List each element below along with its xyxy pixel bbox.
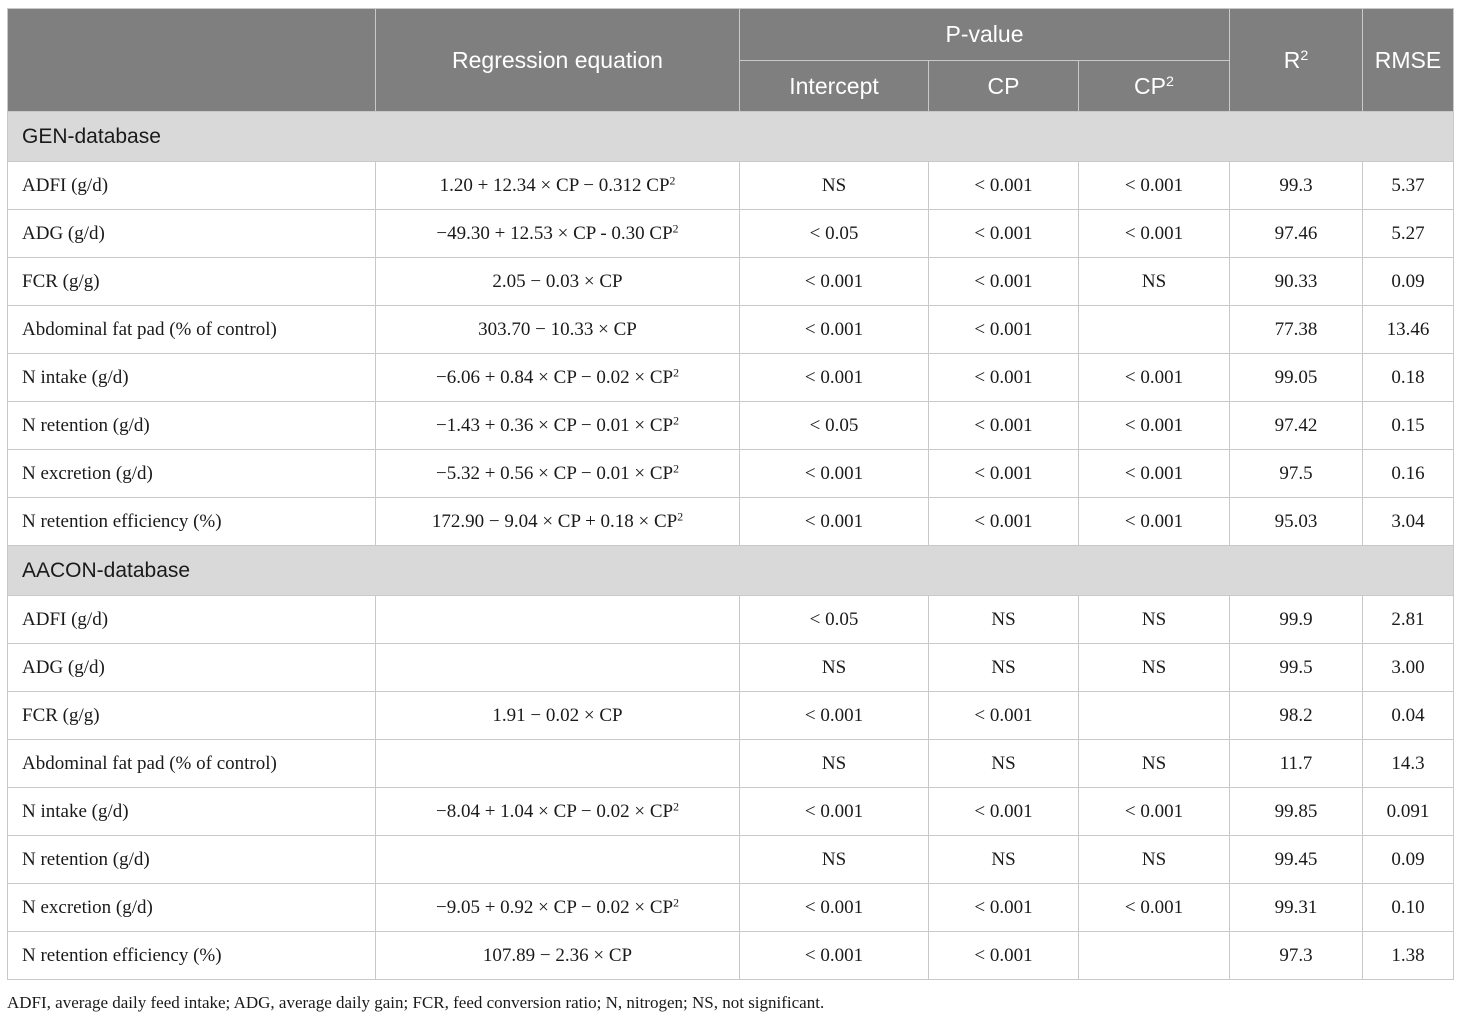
row-equation <box>376 450 740 498</box>
row-intercept: < 0.001 <box>740 788 929 836</box>
table-row <box>8 450 1454 498</box>
row-r2: 99.3 <box>1230 162 1363 210</box>
row-rmse: 0.15 <box>1363 402 1454 450</box>
table-row <box>8 596 1454 644</box>
table-row <box>8 692 1454 740</box>
row-intercept: < 0.05 <box>740 402 929 450</box>
row-cp: < 0.001 <box>929 692 1079 740</box>
equation-sup: 2 <box>677 510 684 524</box>
row-cp2 <box>1079 932 1230 980</box>
row-cp: NS <box>929 740 1079 788</box>
row-cp: < 0.001 <box>929 210 1079 258</box>
row-cp2: NS <box>1079 258 1230 306</box>
header-cp2 <box>1079 61 1230 112</box>
row-cp: NS <box>929 836 1079 884</box>
row-label: N excretion (g/d) <box>8 450 376 498</box>
table-header <box>8 9 1454 112</box>
row-intercept: < 0.001 <box>740 450 929 498</box>
row-cp2 <box>1079 306 1230 354</box>
table-row <box>8 258 1454 306</box>
row-r2: 97.42 <box>1230 402 1363 450</box>
row-r2: 99.85 <box>1230 788 1363 836</box>
row-cp: < 0.001 <box>929 932 1079 980</box>
header-cp2-sup: 2 <box>1166 73 1174 90</box>
table-row <box>8 644 1454 692</box>
row-equation <box>376 402 740 450</box>
row-intercept: < 0.001 <box>740 932 929 980</box>
table-row <box>8 306 1454 354</box>
row-cp: NS <box>929 644 1079 692</box>
row-cp2: < 0.001 <box>1079 884 1230 932</box>
header-cp2-base: CP <box>1134 72 1166 99</box>
row-rmse: 1.38 <box>1363 932 1454 980</box>
row-label: ADFI (g/d) <box>8 162 376 210</box>
row-equation <box>376 596 740 644</box>
row-rmse: 0.091 <box>1363 788 1454 836</box>
row-cp2: < 0.001 <box>1079 354 1230 402</box>
header-blank <box>8 9 376 112</box>
row-label: Abdominal fat pad (% of control) <box>8 306 376 354</box>
row-r2: 97.5 <box>1230 450 1363 498</box>
row-cp2: NS <box>1079 836 1230 884</box>
row-cp2: NS <box>1079 644 1230 692</box>
equation-sup: 2 <box>673 896 679 910</box>
row-rmse: 5.37 <box>1363 162 1454 210</box>
row-label: N retention (g/d) <box>8 402 376 450</box>
section-title: AACON-database <box>8 546 1454 596</box>
equation-text: −5.32 + 0.56 × CP − 0.01 × CP <box>436 462 674 484</box>
row-label: N retention efficiency (%) <box>8 498 376 546</box>
table-row <box>8 498 1454 546</box>
row-r2: 11.7 <box>1230 740 1363 788</box>
row-equation <box>376 644 740 692</box>
row-r2: 98.2 <box>1230 692 1363 740</box>
table-row <box>8 788 1454 836</box>
row-cp: < 0.001 <box>929 258 1079 306</box>
row-label: ADG (g/d) <box>8 644 376 692</box>
row-equation <box>376 836 740 884</box>
row-label: N intake (g/d) <box>8 354 376 402</box>
row-rmse: 3.04 <box>1363 498 1454 546</box>
table-row <box>8 932 1454 980</box>
table-row <box>8 162 1454 210</box>
row-cp: NS <box>929 596 1079 644</box>
row-r2: 99.45 <box>1230 836 1363 884</box>
equation-sup: 2 <box>673 414 679 428</box>
row-equation <box>376 210 740 258</box>
row-intercept: < 0.05 <box>740 210 929 258</box>
row-cp: < 0.001 <box>929 402 1079 450</box>
table-row <box>8 402 1454 450</box>
section-row-aacon <box>8 546 1454 596</box>
equation-text: −49.30 + 12.53 × CP - 0.30 CP <box>436 222 673 244</box>
row-cp: < 0.001 <box>929 884 1079 932</box>
header-rmse: RMSE <box>1363 9 1454 112</box>
row-r2: 90.33 <box>1230 258 1363 306</box>
row-intercept: < 0.001 <box>740 258 929 306</box>
section-row-gen <box>8 112 1454 162</box>
row-cp: < 0.001 <box>929 788 1079 836</box>
row-intercept: < 0.001 <box>740 354 929 402</box>
row-intercept: < 0.05 <box>740 596 929 644</box>
row-equation <box>376 498 740 546</box>
row-intercept: NS <box>740 836 929 884</box>
row-equation <box>376 932 740 980</box>
row-intercept: < 0.001 <box>740 884 929 932</box>
equation-text: 303.70 − 10.33 × CP <box>478 318 637 340</box>
row-rmse: 0.10 <box>1363 884 1454 932</box>
row-r2: 99.9 <box>1230 596 1363 644</box>
row-equation <box>376 740 740 788</box>
row-rmse: 14.3 <box>1363 740 1454 788</box>
header-r2-base: R <box>1283 46 1301 73</box>
row-cp2: < 0.001 <box>1079 498 1230 546</box>
header-p-value: P-value <box>740 9 1230 61</box>
row-r2: 99.31 <box>1230 884 1363 932</box>
header-intercept: Intercept <box>740 61 929 112</box>
equation-sup: 2 <box>673 366 679 380</box>
row-label: ADG (g/d) <box>8 210 376 258</box>
row-label: N retention (g/d) <box>8 836 376 884</box>
row-label: FCR (g/g) <box>8 692 376 740</box>
row-cp2: < 0.001 <box>1079 210 1230 258</box>
equation-text: 1.20 + 12.34 × CP − 0.312 CP <box>439 174 670 196</box>
row-r2: 99.5 <box>1230 644 1363 692</box>
row-rmse: 0.16 <box>1363 450 1454 498</box>
row-intercept: NS <box>740 162 929 210</box>
row-equation <box>376 354 740 402</box>
row-equation <box>376 162 740 210</box>
row-cp2: < 0.001 <box>1079 788 1230 836</box>
row-r2: 97.3 <box>1230 932 1363 980</box>
row-rmse: 13.46 <box>1363 306 1454 354</box>
row-equation <box>376 306 740 354</box>
row-label: N excretion (g/d) <box>8 884 376 932</box>
row-cp: < 0.001 <box>929 306 1079 354</box>
row-r2: 99.05 <box>1230 354 1363 402</box>
row-rmse: 0.09 <box>1363 836 1454 884</box>
header-cp: CP <box>929 61 1079 112</box>
row-cp2: < 0.001 <box>1079 450 1230 498</box>
equation-text: 172.90 − 9.04 × CP + 0.18 × CP <box>431 510 678 532</box>
row-rmse: 0.04 <box>1363 692 1454 740</box>
row-equation <box>376 884 740 932</box>
section-title: GEN-database <box>8 112 1454 162</box>
equation-sup: 2 <box>669 174 676 188</box>
equation-text: 1.91 − 0.02 × CP <box>492 704 623 726</box>
table-footnote: ADFI, average daily feed intake; ADG, average daily gain; FCR, feed conversion ratio; N, nitrogen; NS, not significant. <box>7 993 825 1012</box>
row-intercept: < 0.001 <box>740 498 929 546</box>
row-r2: 77.38 <box>1230 306 1363 354</box>
table-body <box>8 112 1454 980</box>
row-cp2: < 0.001 <box>1079 402 1230 450</box>
row-r2: 95.03 <box>1230 498 1363 546</box>
equation-text: −8.04 + 1.04 × CP − 0.02 × CP <box>436 800 674 822</box>
equation-text: 107.89 − 2.36 × CP <box>482 944 633 966</box>
row-cp2: NS <box>1079 740 1230 788</box>
row-rmse: 0.18 <box>1363 354 1454 402</box>
header-regression-equation: Regression equation <box>376 9 740 112</box>
row-equation <box>376 788 740 836</box>
table-row <box>8 354 1454 402</box>
regression-table <box>7 8 1454 980</box>
row-intercept: NS <box>740 740 929 788</box>
table-row <box>8 836 1454 884</box>
equation-text: −6.06 + 0.84 × CP − 0.02 × CP <box>436 366 674 388</box>
row-label: N retention efficiency (%) <box>8 932 376 980</box>
row-r2: 97.46 <box>1230 210 1363 258</box>
row-label: N intake (g/d) <box>8 788 376 836</box>
table-row <box>8 210 1454 258</box>
row-equation <box>376 692 740 740</box>
row-cp: < 0.001 <box>929 498 1079 546</box>
row-intercept: NS <box>740 644 929 692</box>
row-rmse: 5.27 <box>1363 210 1454 258</box>
row-intercept: < 0.001 <box>740 692 929 740</box>
row-cp: < 0.001 <box>929 162 1079 210</box>
row-equation <box>376 258 740 306</box>
header-r2 <box>1230 9 1363 112</box>
table-row <box>8 740 1454 788</box>
header-r2-sup: 2 <box>1300 47 1309 64</box>
row-cp: < 0.001 <box>929 354 1079 402</box>
equation-text: −9.05 + 0.92 × CP − 0.02 × CP <box>436 896 674 918</box>
row-cp2 <box>1079 692 1230 740</box>
equation-text: −1.43 + 0.36 × CP − 0.01 × CP <box>436 414 674 436</box>
row-rmse: 0.09 <box>1363 258 1454 306</box>
equation-sup: 2 <box>673 800 679 814</box>
row-rmse: 2.81 <box>1363 596 1454 644</box>
row-label: ADFI (g/d) <box>8 596 376 644</box>
table-row <box>8 884 1454 932</box>
equation-sup: 2 <box>672 222 679 236</box>
row-label: Abdominal fat pad (% of control) <box>8 740 376 788</box>
row-cp: < 0.001 <box>929 450 1079 498</box>
equation-sup: 2 <box>673 462 679 476</box>
row-rmse: 3.00 <box>1363 644 1454 692</box>
equation-text: 2.05 − 0.03 × CP <box>492 270 623 292</box>
row-intercept: < 0.001 <box>740 306 929 354</box>
row-label: FCR (g/g) <box>8 258 376 306</box>
row-cp2: < 0.001 <box>1079 162 1230 210</box>
row-cp2: NS <box>1079 596 1230 644</box>
